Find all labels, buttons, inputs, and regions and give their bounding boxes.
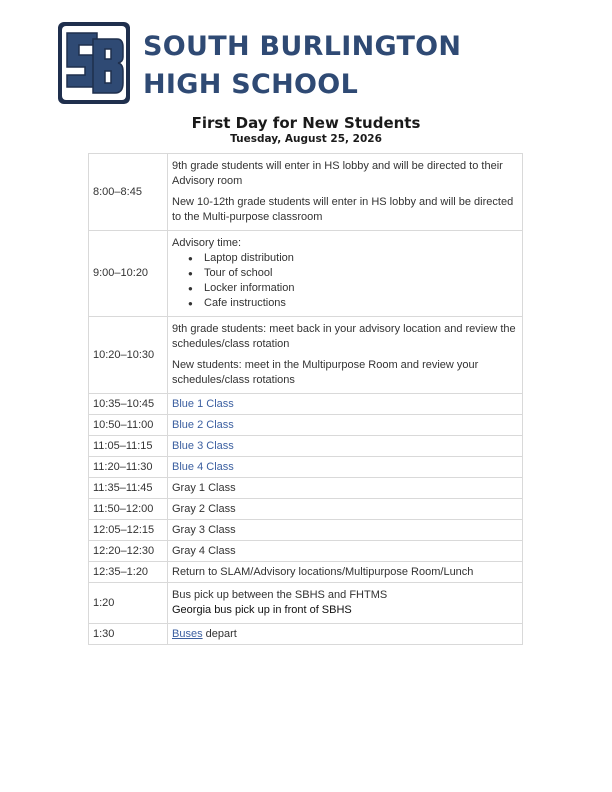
table-row [89,541,523,562]
school-name [143,28,461,104]
time-cell: 10:35–10:45 [89,394,168,415]
table-row [89,499,523,520]
activity-line: 9th grade students: meet back in your advisory location and review the schedules/class rotation [172,323,516,350]
activity-line: Georgia bus pick up in front of SBHS [172,604,352,616]
table-row [89,317,523,394]
schedule-table [88,153,523,645]
page-title: First Day for New Students [191,114,421,132]
list-item: ● Cafe instructions [204,296,518,311]
class-label: Blue 4 Class [172,460,234,473]
table-row [89,415,523,436]
activity-line: Bus pick up between the SBHS and FHTMS [172,589,388,601]
activity-cell: Gray 4 Class [168,541,523,562]
class-label: Blue 3 Class [172,439,234,452]
activity-cell [168,394,523,415]
activity-cell [168,624,523,645]
activity-line: 9th grade students will enter in HS lobby and will be directed to their Advisory room [172,160,503,187]
table-row [89,436,523,457]
list-item: ● Laptop distribution [204,251,518,266]
activity-cell [168,154,523,231]
table-row [89,583,523,624]
time-cell: 1:20 [89,583,168,624]
time-cell: 12:20–12:30 [89,541,168,562]
activity-line: New 10-12th grade students will enter in HS lobby and will be directed to the Multi-purpose classroom [172,196,514,223]
time-cell: 12:35–1:20 [89,562,168,583]
table-row [89,154,523,231]
time-cell: 11:35–11:45 [89,478,168,499]
list-item: ● Locker information [204,281,518,296]
activity-cell [168,231,523,317]
table-row [89,562,523,583]
activity-text: depart [202,627,237,640]
time-cell: 12:05–12:15 [89,520,168,541]
activity-cell: Gray 3 Class [168,520,523,541]
activity-cell [168,317,523,394]
class-label: Blue 2 Class [172,418,234,431]
time-cell: 11:20–11:30 [89,457,168,478]
buses-link[interactable]: Buses [172,627,203,640]
time-cell: 11:50–12:00 [89,499,168,520]
activity-heading: Advisory time: [172,237,242,249]
table-row [89,520,523,541]
class-label: Blue 1 Class [172,397,234,410]
event-date: Tuesday, August 25, 2026 [230,133,382,145]
sb-monogram-logo [57,21,131,105]
school-name-line1: SOUTH BURLINGTON [143,31,462,62]
activity-cell: Gray 1 Class [168,478,523,499]
activity-line: New students: meet in the Multipurpose Room and review your schedules/class rotations [172,359,479,386]
table-row [89,231,523,317]
table-row [89,624,523,645]
time-cell: 10:20–10:30 [89,317,168,394]
list-item: ● Tour of school [204,266,518,281]
activity-cell [168,436,523,457]
time-cell: 11:05–11:15 [89,436,168,457]
activity-cell: Return to SLAM/Advisory locations/Multipurpose Room/Lunch [168,562,523,583]
time-cell: 1:30 [89,624,168,645]
activity-cell: Gray 2 Class [168,499,523,520]
time-cell: 9:00–10:20 [89,231,168,317]
time-cell: 10:50–11:00 [89,415,168,436]
time-cell: 8:00–8:45 [89,154,168,231]
school-name-line2: HIGH SCHOOL [143,69,359,100]
advisory-list [172,251,518,311]
table-row [89,478,523,499]
activity-cell [168,457,523,478]
table-row [89,394,523,415]
activity-cell [168,415,523,436]
table-row [89,457,523,478]
activity-cell [168,583,523,624]
